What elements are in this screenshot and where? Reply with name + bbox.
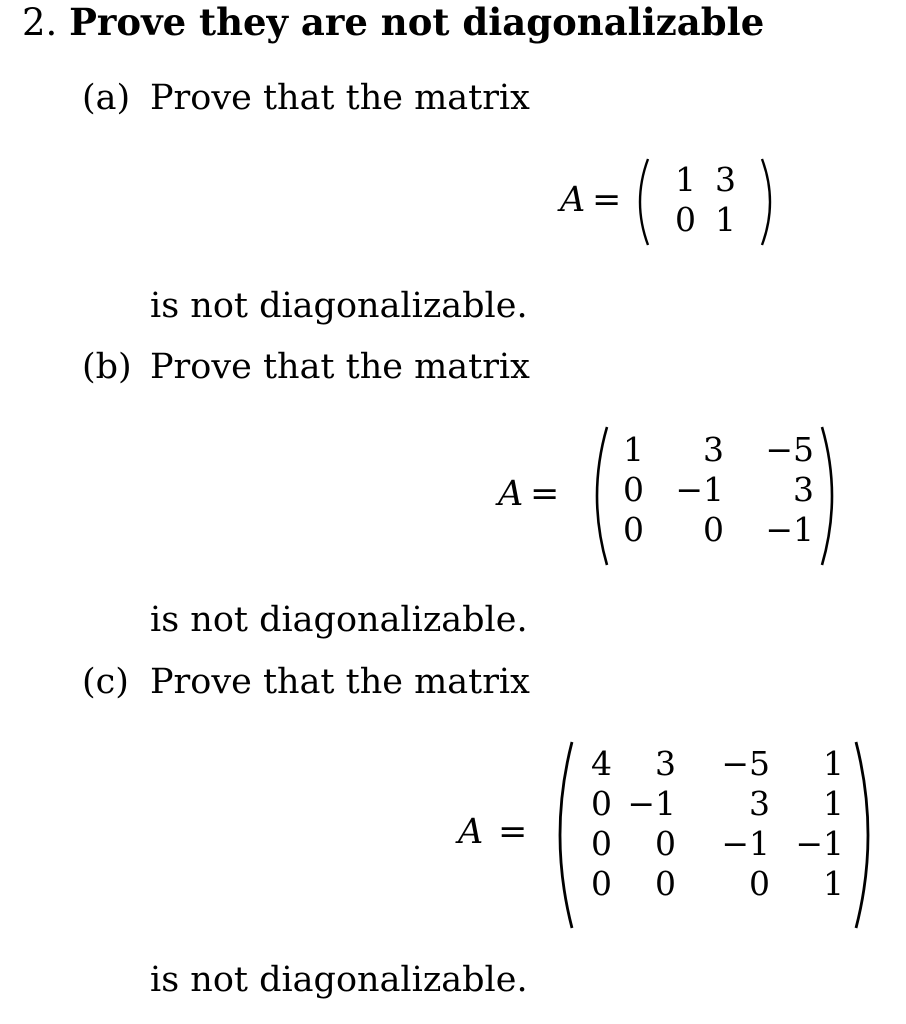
problem-title: Prove they are not diagonalizable <box>69 0 765 44</box>
part-b-label: (b) <box>82 347 132 387</box>
matrix-cell: 0 <box>591 784 612 823</box>
part-b-matrix <box>604 430 814 550</box>
matrix-cell: 1 <box>823 864 844 903</box>
part-b-equals: = <box>530 474 560 514</box>
matrix-cell: −1 <box>795 824 844 863</box>
part-a-left-paren <box>630 157 652 247</box>
part-c-conclusion: is not diagonalizable. <box>150 960 528 1000</box>
problem-number: 2. <box>22 1 58 44</box>
part-a-conclusion: is not diagonalizable. <box>150 286 528 326</box>
part-a-right-paren <box>758 157 780 247</box>
matrix-cell: −1 <box>627 784 676 823</box>
part-b-right-paren <box>818 425 844 567</box>
matrix-cell: 3 <box>715 160 736 199</box>
part-b-lhs: A <box>498 474 524 514</box>
matrix-cell: 0 <box>675 200 696 239</box>
part-c-intro: Prove that the matrix <box>150 662 530 702</box>
part-a-intro: Prove that the matrix <box>150 78 530 118</box>
part-c-matrix <box>566 744 844 904</box>
part-c-lhs: A <box>458 812 484 852</box>
matrix-cell: 0 <box>749 864 770 903</box>
matrix-cell: −1 <box>765 510 814 549</box>
problem-heading <box>22 0 764 45</box>
part-b-intro: Prove that the matrix <box>150 347 530 387</box>
part-c-right-paren <box>852 740 882 930</box>
matrix-cell: 4 <box>591 744 612 783</box>
matrix-cell: −1 <box>721 824 770 863</box>
matrix-cell: −1 <box>675 470 724 509</box>
matrix-cell: 1 <box>623 430 644 469</box>
matrix-cell: 0 <box>591 824 612 863</box>
matrix-cell: 3 <box>703 430 724 469</box>
matrix-cell: 0 <box>655 864 676 903</box>
matrix-cell: 0 <box>623 470 644 509</box>
matrix-cell: 3 <box>793 470 814 509</box>
matrix-cell: 1 <box>823 784 844 823</box>
matrix-cell: 1 <box>675 160 696 199</box>
matrix-cell: 1 <box>715 200 736 239</box>
matrix-cell: −5 <box>765 430 814 469</box>
part-a-matrix <box>660 160 736 240</box>
part-c-equals: = <box>498 812 528 852</box>
part-c-label: (c) <box>82 662 129 702</box>
matrix-cell: 0 <box>591 864 612 903</box>
matrix-cell: −5 <box>721 744 770 783</box>
matrix-cell: 0 <box>703 510 724 549</box>
part-a-label: (a) <box>82 78 131 118</box>
matrix-cell: 1 <box>823 744 844 783</box>
matrix-cell: 0 <box>655 824 676 863</box>
part-a-equals: = <box>592 180 622 220</box>
part-b-conclusion: is not diagonalizable. <box>150 600 528 640</box>
part-a-lhs: A <box>560 180 586 220</box>
matrix-cell: 0 <box>623 510 644 549</box>
matrix-cell: 3 <box>655 744 676 783</box>
matrix-cell: 3 <box>749 784 770 823</box>
